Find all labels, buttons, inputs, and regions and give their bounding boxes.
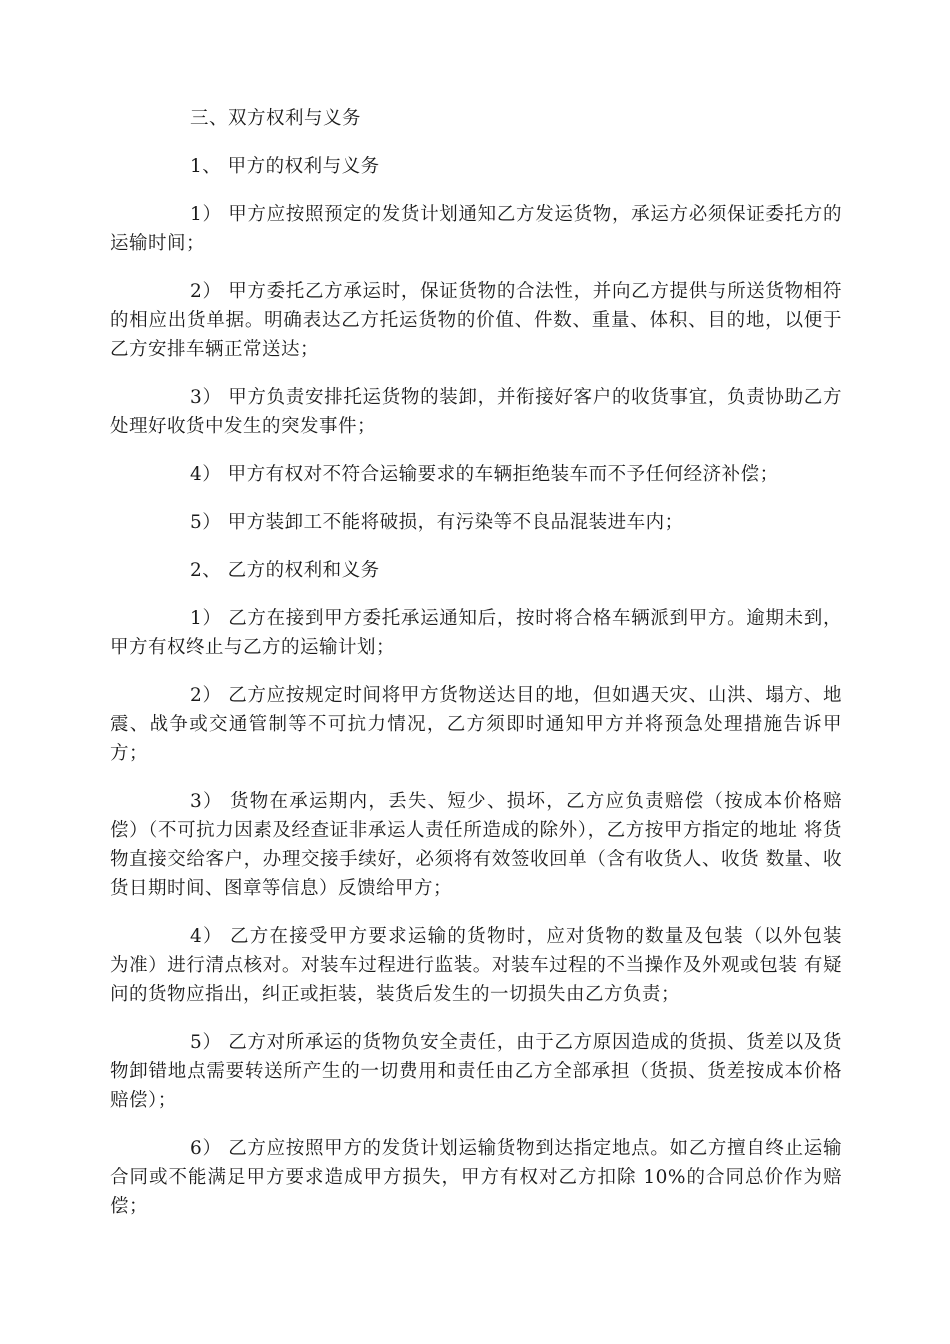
subsection-heading-party-a: 1、 甲方的权利与义务 (190, 156, 380, 177)
clause-a-4: 4） 甲方有权对不符合运输要求的车辆拒绝装车而不予任何经济补偿； (190, 464, 779, 485)
subsection-heading-party-b: 2、 乙方的权利和义务 (190, 560, 380, 581)
clause-b-3: 3） 货物在承运期内，丢失、短少、损坏，乙方应负责赔偿（按成本价格赔 偿）（不可抗力因素及经查证非承运人责任所造成的除外），乙方按甲方指定的地址 将货物直接交给客户，办理交接手续好，必须将有效签收回单（含有收货人、收货 数量、收货日期时间、图章等信息）反馈给甲方； (110, 791, 849, 899)
clause-b-6: 6） 乙方应按照甲方的发货计划运输货物到达指定地点。如乙方擅自终止运输合同或不能满足甲方要求造成甲方损失，甲方有权对乙方扣除 10%的合同总价作为赔偿； (110, 1138, 842, 1217)
document-body (110, 104, 849, 1240)
clause-b-2: 2） 乙方应按规定时间将甲方货物送达目的地，但如遇天灾、山洪、塌方、地震、战争或交通管制等不可抗力情况，乙方须即时通知甲方并将预急处理措施告诉甲方； (110, 685, 842, 764)
section-heading: 三、双方权利与义务 (190, 108, 362, 129)
clause-a-2: 2） 甲方委托乙方承运时，保证货物的合法性，并向乙方提供与所送货物相符的相应出货单据。明确表达乙方托运货物的价值、件数、重量、体积、目的地，以便于乙方安排车辆正常送达； (110, 281, 842, 360)
clause-a-5: 5） 甲方装卸工不能将破损，有污染等不良品混装进车内； (190, 512, 684, 533)
clause-b-1: 1） 乙方在接到甲方委托承运通知后，按时将合格车辆派到甲方。逾期未到，甲方有权终止与乙方的运输计划； (110, 608, 842, 658)
clause-b-5: 5） 乙方对所承运的货物负安全责任，由于乙方原因造成的货损、货差以及货物卸错地点需要转送所产生的一切费用和责任由乙方全部承担（货损、货差按成本价格赔偿）； (110, 1032, 842, 1111)
clause-a-1: 1） 甲方应按照预定的发货计划通知乙方发运货物，承运方必须保证委托方的运输时间； (110, 204, 842, 254)
clause-b-4: 4） 乙方在接受甲方要求运输的货物时，应对货物的数量及包装（以外包装 为准）进行清点核对。对装车过程进行监装。对装车过程的不当操作及外观或包装 有疑问的货物应指出，纠正或拒装，装货后发生的一切损失由乙方负责； (110, 926, 849, 1005)
clause-a-3: 3） 甲方负责安排托运货物的装卸，并衔接好客户的收货事宜，负责协助乙方处理好收货中发生的突发事件； (110, 387, 842, 437)
